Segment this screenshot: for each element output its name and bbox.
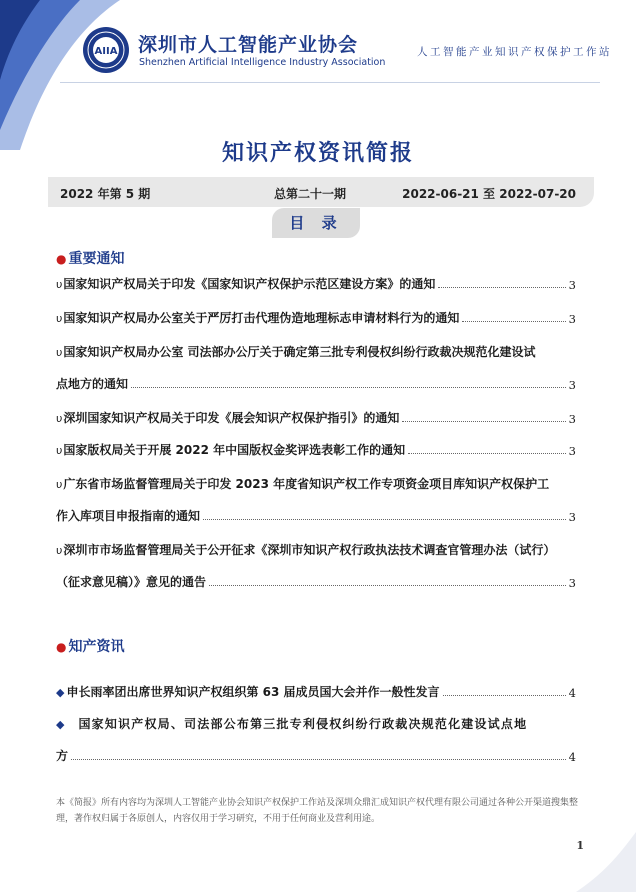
toc-page-number: 3 bbox=[568, 312, 576, 326]
section-title-text: 重要通知 bbox=[68, 251, 125, 267]
toc-item[interactable] bbox=[56, 680, 576, 700]
section-bullet-icon: ● bbox=[56, 252, 67, 266]
toc-diamond-icon: ◆ bbox=[56, 718, 65, 731]
toc-page-number: 4 bbox=[568, 750, 576, 764]
issue-date-range: 2022-06-21 至 2022-07-20 bbox=[402, 187, 576, 201]
toc-page-number: 3 bbox=[568, 412, 576, 426]
toc-diamond-icon: ◆ bbox=[56, 686, 65, 699]
toc-item-text: 深圳市市场监督管理局关于公开征求《深圳市知识产权行政执法技术调查官管理办法（试行） bbox=[63, 543, 556, 557]
toc-bullet-icon: υ bbox=[56, 346, 63, 359]
toc-item-text: 广东省市场监督管理局关于印发 2023 年度省知识产权工作专项资金项目库知识产权保护工 bbox=[63, 477, 550, 491]
toc-page-number: 3 bbox=[568, 510, 576, 524]
issue-number: 2022 年第 5 期 bbox=[60, 187, 151, 201]
association-logo-icon bbox=[82, 26, 130, 74]
toc-leader bbox=[402, 421, 565, 422]
toc-leader bbox=[209, 585, 566, 586]
toc-item-continuation[interactable] bbox=[56, 372, 576, 392]
org-name-cn: 深圳市人工智能产业协会 bbox=[138, 34, 359, 56]
toc-item-line[interactable] bbox=[56, 538, 576, 558]
logo-text: AIIA bbox=[94, 46, 118, 57]
toc-item[interactable] bbox=[56, 406, 576, 426]
toc-leader bbox=[438, 287, 565, 288]
section-title-important bbox=[56, 248, 124, 268]
toc-page-number: 3 bbox=[568, 378, 576, 392]
issue-bar bbox=[48, 177, 594, 207]
toc-page-number: 3 bbox=[568, 444, 576, 458]
toc-page-number: 3 bbox=[568, 576, 576, 590]
toc-item-text: 国家版权局关于开展 2022 年中国版权金奖评选表彰工作的通知 bbox=[63, 443, 406, 457]
toc-leader bbox=[443, 695, 566, 696]
header bbox=[82, 26, 622, 76]
toc-bullet-icon: υ bbox=[56, 478, 63, 491]
site-name: 人工智能产业知识产权保护工作站 bbox=[417, 46, 612, 58]
toc-leader bbox=[408, 453, 566, 454]
toc-bullet-icon: υ bbox=[56, 544, 63, 557]
toc-bullet-icon: υ bbox=[56, 312, 63, 325]
header-divider bbox=[60, 82, 600, 83]
toc-item-continuation[interactable] bbox=[56, 504, 576, 524]
toc-item-text: 申长雨率团出席世界知识产权组织第 63 届成员国大会并作一般性发言 bbox=[66, 685, 440, 699]
toc-item-text: 国家知识产权局办公室关于严厉打击代理伪造地理标志申请材料行为的通知 bbox=[63, 311, 460, 325]
toc-page-number: 4 bbox=[568, 686, 576, 700]
toc-item[interactable] bbox=[56, 438, 576, 458]
toc-item-text: 作入库项目申报指南的通知 bbox=[56, 509, 201, 523]
toc-item-text: 点地方的通知 bbox=[56, 377, 129, 391]
toc-item-continuation[interactable] bbox=[56, 570, 576, 590]
toc-item-continuation[interactable] bbox=[56, 744, 576, 764]
toc-leader bbox=[462, 321, 565, 322]
toc-item-text: 方 bbox=[56, 749, 69, 763]
section-title-text: 知产资讯 bbox=[68, 639, 125, 655]
toc-item[interactable] bbox=[56, 272, 576, 292]
toc-item-text: 国家知识产权局、司法部公布第三批专利侵权纠纷行政裁决规范化建设试点地 bbox=[78, 717, 528, 731]
section-title-news bbox=[56, 636, 124, 656]
toc-leader bbox=[71, 759, 566, 760]
page-number: 1 bbox=[576, 839, 584, 852]
toc-item-text: 国家知识产权局关于印发《国家知识产权保护示范区建设方案》的通知 bbox=[63, 277, 436, 291]
toc-leader bbox=[131, 387, 566, 388]
toc-item-text: （征求意见稿）》意见的通告 bbox=[56, 575, 207, 589]
toc-item[interactable] bbox=[56, 306, 576, 326]
toc-item-text: 深圳国家知识产权局关于印发《展会知识产权保护指引》的通知 bbox=[63, 411, 400, 425]
toc-leader bbox=[203, 519, 566, 520]
section-bullet-icon: ● bbox=[56, 640, 67, 654]
org-name-en: Shenzhen Artificial Intelligence Industry Association bbox=[139, 57, 386, 68]
toc-bullet-icon: υ bbox=[56, 444, 63, 457]
toc-bullet-icon: υ bbox=[56, 412, 63, 425]
toc-item-text: 国家知识产权局办公室 司法部办公厅关于确定第三批专利侵权纠纷行政裁决规范化建设试 bbox=[63, 345, 536, 359]
toc-item-line[interactable] bbox=[56, 340, 576, 360]
toc-page-number: 3 bbox=[568, 278, 576, 292]
footer-disclaimer: 本《简报》所有内容均为深圳人工智能产业协会知识产权保护工作站及深圳众鼎汇成知识产权代理有限公司通过各种公开渠道搜集整理，著作权归属于各原创人，内容仅用于学习研究，不用于任何商业及营利用途。 bbox=[56, 798, 579, 824]
toc-item-line[interactable] bbox=[56, 712, 576, 732]
toc-label: 目 录 bbox=[272, 208, 360, 238]
toc-bullet-icon: υ bbox=[56, 278, 63, 291]
toc-item-line[interactable] bbox=[56, 472, 576, 492]
page-title: 知识产权资讯简报 bbox=[221, 141, 414, 166]
issue-total: 总第二十一期 bbox=[274, 187, 347, 201]
